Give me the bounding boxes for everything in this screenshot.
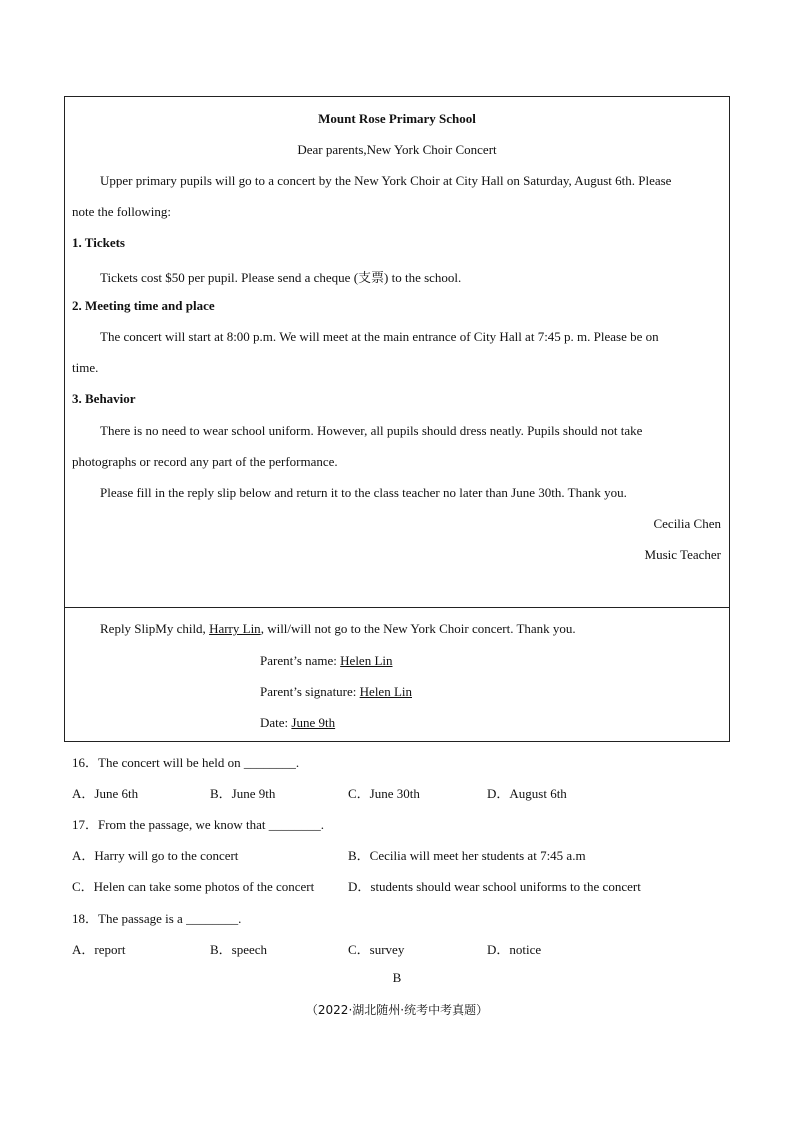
reply-divider xyxy=(65,607,729,608)
reply-prefix: Reply SlipMy child, xyxy=(100,621,210,636)
parent-name: Helen Lin xyxy=(340,653,393,668)
q16-option-c[interactable]: C．June 30th xyxy=(348,786,420,801)
date-line xyxy=(260,715,335,731)
q17-option-b[interactable]: B．Cecilia will meet her students at 7:45 a.m xyxy=(348,848,586,863)
intro-line-2: note the following: xyxy=(72,204,171,219)
parent-signature: Helen Lin xyxy=(359,684,412,699)
q16-option-d[interactable]: D．August 6th xyxy=(487,786,567,801)
section-label: B xyxy=(392,970,402,985)
q18-option-a[interactable]: A．report xyxy=(72,942,126,957)
meeting-line-1: The concert will start at 8:00 p.m. We will meet at the main entrance of City Hall at 7:45 p. m. Please be on xyxy=(100,329,659,344)
heading-tickets: 1. Tickets xyxy=(72,235,125,250)
behavior-line-2: photographs or record any part of the performance. xyxy=(72,454,338,469)
q16-option-a[interactable]: A．June 6th xyxy=(72,786,139,801)
q18-option-d[interactable]: D．notice xyxy=(487,942,542,957)
question-17: 17．From the passage, we know that ________. xyxy=(72,817,325,832)
letter-subtitle: Dear parents,New York Choir Concert xyxy=(297,142,497,157)
behavior-line-1: There is no need to wear school uniform. However, all pupils should dress neatly. Pupils should not take xyxy=(100,423,643,438)
school-title: Mount Rose Primary School xyxy=(318,111,476,126)
date-label: Date: xyxy=(260,715,292,730)
q18-option-b[interactable]: B．speech xyxy=(210,942,268,957)
meeting-line-2: time. xyxy=(72,360,99,375)
child-name: Harry Lin xyxy=(209,621,261,636)
heading-meeting: 2. Meeting time and place xyxy=(72,298,215,313)
reply-request: Please fill in the reply slip below and return it to the class teacher no later than June 30th. Thank you. xyxy=(100,485,627,500)
parent-name-label: Parent’s name: xyxy=(260,653,341,668)
question-18: 18．The passage is a ________. xyxy=(72,911,242,926)
q18-option-c[interactable]: C．survey xyxy=(348,942,405,957)
parent-name-line xyxy=(260,653,393,669)
heading-behavior: 3. Behavior xyxy=(72,391,136,406)
reply-date: June 9th xyxy=(291,715,336,730)
signature-label: Parent’s signature: xyxy=(260,684,360,699)
signer-title: Music Teacher xyxy=(644,547,721,562)
notice-box xyxy=(64,96,730,742)
reply-slip-line xyxy=(100,621,576,637)
q17-option-a[interactable]: A．Harry will go to the concert xyxy=(72,848,239,863)
intro-line-1: Upper primary pupils will go to a concert by the New York Choir at City Hall on Saturday, August 6th. Please xyxy=(100,173,672,188)
q17-option-c[interactable]: C．Helen can take some photos of the concert xyxy=(72,879,315,894)
source-note: （2022·湖北随州·统考中考真题） xyxy=(305,1003,489,1017)
q17-option-d[interactable]: D．students should wear school uniforms to the concert xyxy=(348,879,641,894)
signature-line xyxy=(260,684,412,700)
question-16: 16．The concert will be held on ________. xyxy=(72,755,300,770)
reply-suffix: , will/will not go to the New York Choir concert. Thank you. xyxy=(260,621,576,636)
tickets-text: Tickets cost $50 per pupil. Please send a cheque (支票) to the school. xyxy=(100,270,462,285)
signer-name: Cecilia Chen xyxy=(653,516,721,531)
q16-option-b[interactable]: B．June 9th xyxy=(210,786,276,801)
